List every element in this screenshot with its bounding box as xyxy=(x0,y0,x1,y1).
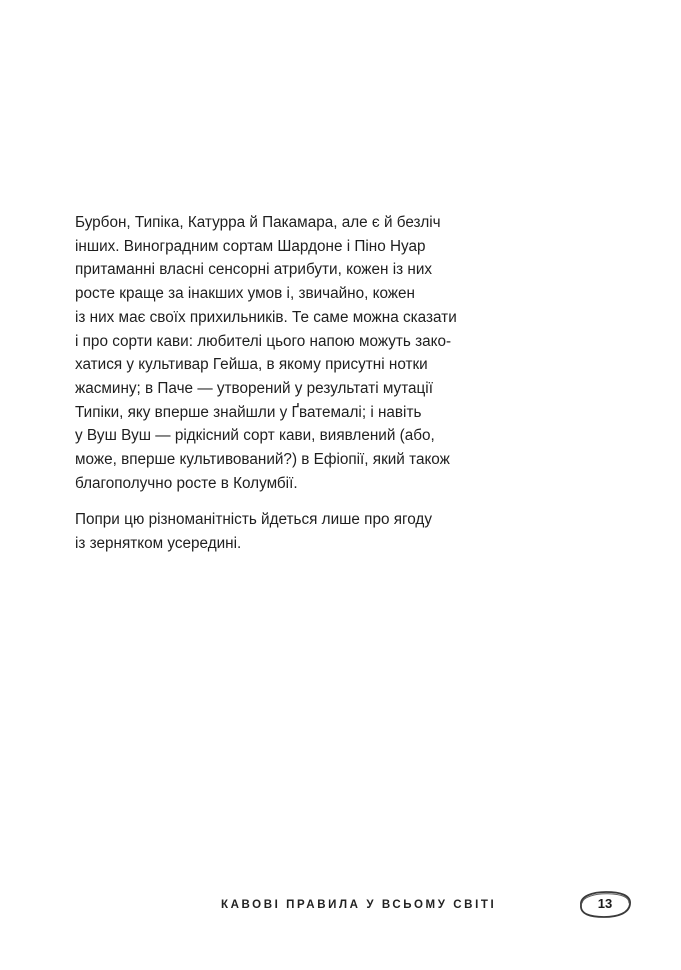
page-number: 13 xyxy=(597,896,613,911)
text-line: жасмину; в Паче — утворений у результаті мутації xyxy=(75,379,433,397)
paragraph-1 xyxy=(75,211,475,495)
text-line: із зернятком усередині. xyxy=(75,535,242,553)
text-line: інших. Виноградним сортам Шардоне і Піно Нуар xyxy=(75,237,426,255)
body-text xyxy=(75,211,475,556)
text-line: благополучно росте в Колумбії. xyxy=(75,474,298,492)
paragraph-2 xyxy=(75,508,475,555)
text-line: і про сорти кави: любителі цього напою можуть зако- xyxy=(75,332,452,350)
paragraph-spacer xyxy=(75,495,475,508)
text-line: росте краще за інакших умов і, звичайно, кожен xyxy=(75,285,415,303)
text-line: хатися у культивар Гейша, в якому присутні нотки xyxy=(75,356,428,374)
running-footer-title: КАВОВІ ПРАВИЛА У ВСЬОМУ СВІТІ xyxy=(221,899,497,911)
text-line: може, вперше культивований?) в Ефіопії, який також xyxy=(75,451,450,469)
text-line: притаманні власні сенсорні атрибути, кожен із них xyxy=(75,261,433,279)
text-line: із них має своїх прихильників. Те саме можна сказати xyxy=(75,308,457,326)
text-line: Типіки, яку вперше знайшли у Ґватемалі; і навіть xyxy=(75,403,422,421)
text-line: Попри цю різноманітність йдеться лише про ягоду xyxy=(75,511,432,529)
text-line: Бурбон, Типіка, Катурра й Пакамара, але є й безліч xyxy=(75,214,441,231)
text-line: у Вуш Вуш — рідкісний сорт кави, виявлений (або, xyxy=(75,427,435,445)
page-number-badge xyxy=(575,887,635,921)
